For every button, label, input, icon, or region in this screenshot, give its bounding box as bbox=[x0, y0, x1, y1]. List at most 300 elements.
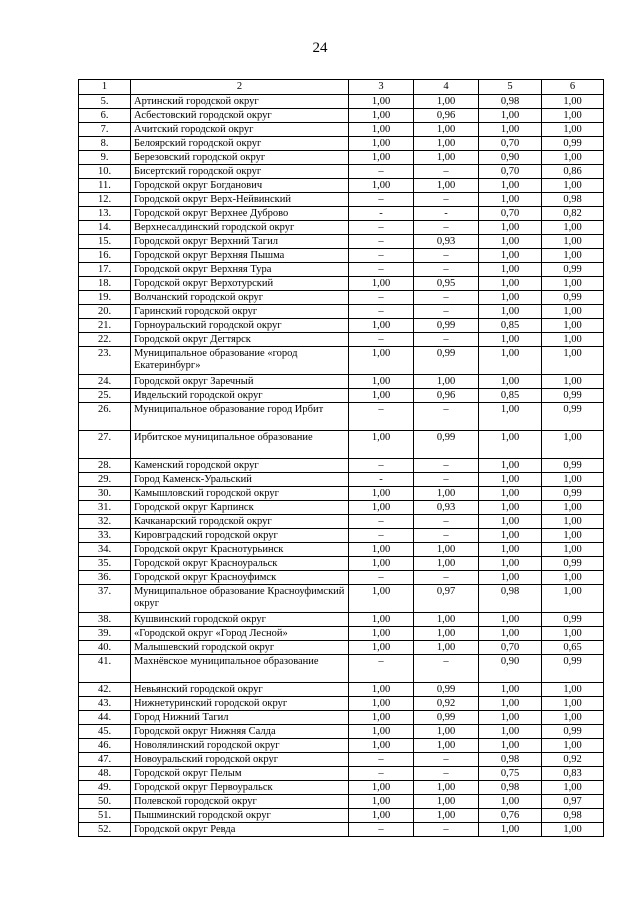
row-number: 43. bbox=[79, 697, 131, 711]
municipality-name: Кушвинский городской округ bbox=[131, 613, 349, 627]
municipality-name: Муниципальное образование Красноуфимский округ bbox=[131, 585, 349, 613]
value-col5: 1,00 bbox=[479, 291, 542, 305]
value-col5: 0,70 bbox=[479, 165, 542, 179]
municipality-name: Городской округ Богданович bbox=[131, 179, 349, 193]
table-row bbox=[79, 613, 604, 627]
table-row bbox=[79, 95, 604, 109]
municipality-name: «Городской округ «Город Лесной» bbox=[131, 627, 349, 641]
municipality-name: Малышевский городской округ bbox=[131, 641, 349, 655]
row-number: 41. bbox=[79, 655, 131, 683]
value-col5: 1,00 bbox=[479, 795, 542, 809]
value-col3: 1,00 bbox=[349, 543, 414, 557]
value-col3: 1,00 bbox=[349, 683, 414, 697]
value-col4: 0,99 bbox=[414, 319, 479, 333]
value-col4: 0,93 bbox=[414, 235, 479, 249]
value-col5: 1,00 bbox=[479, 221, 542, 235]
value-col5: 0,70 bbox=[479, 207, 542, 221]
municipality-name: Городской округ Верхняя Пышма bbox=[131, 249, 349, 263]
value-col5: 1,00 bbox=[479, 347, 542, 375]
value-col4: 1,00 bbox=[414, 627, 479, 641]
value-col3: 1,00 bbox=[349, 627, 414, 641]
coefficients-table bbox=[78, 79, 604, 837]
table-row bbox=[79, 389, 604, 403]
municipality-name: Невьянский городской округ bbox=[131, 683, 349, 697]
value-col4: 0,95 bbox=[414, 277, 479, 291]
value-col6: 0,99 bbox=[542, 725, 604, 739]
table-row bbox=[79, 697, 604, 711]
municipality-name: Городской округ Красноуральск bbox=[131, 557, 349, 571]
value-col5: 1,00 bbox=[479, 249, 542, 263]
municipality-name: Городской округ Нижняя Салда bbox=[131, 725, 349, 739]
value-col6: 1,00 bbox=[542, 95, 604, 109]
value-col6: 0,98 bbox=[542, 193, 604, 207]
value-col4: 1,00 bbox=[414, 487, 479, 501]
municipality-name: Пышминский городской округ bbox=[131, 809, 349, 823]
table-row bbox=[79, 109, 604, 123]
row-number: 28. bbox=[79, 459, 131, 473]
municipality-name: Ивдельский городской округ bbox=[131, 389, 349, 403]
value-col6: 1,00 bbox=[542, 823, 604, 837]
municipality-name: Городской округ Верхний Тагил bbox=[131, 235, 349, 249]
municipality-name: Волчанский городской округ bbox=[131, 291, 349, 305]
value-col3: 1,00 bbox=[349, 711, 414, 725]
row-number: 29. bbox=[79, 473, 131, 487]
value-col3: 1,00 bbox=[349, 319, 414, 333]
table-row bbox=[79, 263, 604, 277]
value-col5: 0,98 bbox=[479, 95, 542, 109]
value-col3: 1,00 bbox=[349, 501, 414, 515]
value-col3: 1,00 bbox=[349, 795, 414, 809]
table-row bbox=[79, 585, 604, 613]
value-col3: 1,00 bbox=[349, 557, 414, 571]
value-col6: 0,65 bbox=[542, 641, 604, 655]
value-col5: 1,00 bbox=[479, 235, 542, 249]
table-row bbox=[79, 375, 604, 389]
table-row bbox=[79, 403, 604, 431]
value-col3: 1,00 bbox=[349, 697, 414, 711]
municipality-name: Городской округ Пелым bbox=[131, 767, 349, 781]
value-col3: – bbox=[349, 753, 414, 767]
value-col6: 0,99 bbox=[542, 655, 604, 683]
row-number: 42. bbox=[79, 683, 131, 697]
row-number: 44. bbox=[79, 711, 131, 725]
municipality-name: Белоярский городской округ bbox=[131, 137, 349, 151]
value-col4: – bbox=[414, 165, 479, 179]
value-col5: 1,00 bbox=[479, 823, 542, 837]
value-col3: – bbox=[349, 823, 414, 837]
value-col3: – bbox=[349, 305, 414, 319]
table-row bbox=[79, 571, 604, 585]
value-col3: – bbox=[349, 333, 414, 347]
value-col3: - bbox=[349, 473, 414, 487]
column-header: 5 bbox=[479, 80, 542, 95]
value-col3: – bbox=[349, 165, 414, 179]
value-col5: 1,00 bbox=[479, 557, 542, 571]
value-col6: 1,00 bbox=[542, 501, 604, 515]
table-row bbox=[79, 473, 604, 487]
value-col4: – bbox=[414, 249, 479, 263]
table-row bbox=[79, 193, 604, 207]
value-col6: 1,00 bbox=[542, 235, 604, 249]
value-col5: 1,00 bbox=[479, 375, 542, 389]
value-col5: 0,90 bbox=[479, 151, 542, 165]
value-col4: 0,93 bbox=[414, 501, 479, 515]
row-number: 25. bbox=[79, 389, 131, 403]
value-col6: 1,00 bbox=[542, 277, 604, 291]
table-row bbox=[79, 655, 604, 683]
row-number: 38. bbox=[79, 613, 131, 627]
row-number: 11. bbox=[79, 179, 131, 193]
municipality-name: Город Каменск-Уральский bbox=[131, 473, 349, 487]
value-col5: 1,00 bbox=[479, 459, 542, 473]
value-col6: 0,86 bbox=[542, 165, 604, 179]
value-col3: – bbox=[349, 529, 414, 543]
value-col3: 1,00 bbox=[349, 781, 414, 795]
value-col6: 0,99 bbox=[542, 459, 604, 473]
table-row bbox=[79, 501, 604, 515]
municipality-name: Верхнесалдинский городской округ bbox=[131, 221, 349, 235]
value-col5: 1,00 bbox=[479, 305, 542, 319]
value-col6: 1,00 bbox=[542, 221, 604, 235]
value-col4: 1,00 bbox=[414, 725, 479, 739]
row-number: 50. bbox=[79, 795, 131, 809]
table-row bbox=[79, 123, 604, 137]
municipality-name: Новоуральский городской округ bbox=[131, 753, 349, 767]
table-row bbox=[79, 333, 604, 347]
value-col4: 1,00 bbox=[414, 179, 479, 193]
municipality-name: Качканарский городской округ bbox=[131, 515, 349, 529]
value-col5: 1,00 bbox=[479, 515, 542, 529]
value-col6: 1,00 bbox=[542, 529, 604, 543]
value-col4: 1,00 bbox=[414, 151, 479, 165]
value-col6: 1,00 bbox=[542, 739, 604, 753]
value-col5: 1,00 bbox=[479, 529, 542, 543]
table-row bbox=[79, 641, 604, 655]
value-col4: 0,99 bbox=[414, 683, 479, 697]
value-col3: 1,00 bbox=[349, 585, 414, 613]
row-number: 6. bbox=[79, 109, 131, 123]
value-col4: – bbox=[414, 291, 479, 305]
value-col4: 1,00 bbox=[414, 613, 479, 627]
municipality-name: Ачитский городской округ bbox=[131, 123, 349, 137]
municipality-name: Полевской городской округ bbox=[131, 795, 349, 809]
municipality-name: Городской округ Верх-Нейвинский bbox=[131, 193, 349, 207]
value-col4: 1,00 bbox=[414, 739, 479, 753]
table-row bbox=[79, 487, 604, 501]
row-number: 32. bbox=[79, 515, 131, 529]
value-col5: 1,00 bbox=[479, 487, 542, 501]
value-col6: 0,99 bbox=[542, 137, 604, 151]
table-row bbox=[79, 711, 604, 725]
value-col3: 1,00 bbox=[349, 179, 414, 193]
value-col4: 1,00 bbox=[414, 123, 479, 137]
table-row bbox=[79, 767, 604, 781]
table-row bbox=[79, 221, 604, 235]
value-col6: 1,00 bbox=[542, 109, 604, 123]
value-col3: – bbox=[349, 291, 414, 305]
table-row bbox=[79, 823, 604, 837]
value-col6: 1,00 bbox=[542, 627, 604, 641]
value-col5: 1,00 bbox=[479, 571, 542, 585]
value-col3: – bbox=[349, 655, 414, 683]
value-col4: – bbox=[414, 515, 479, 529]
value-col3: 1,00 bbox=[349, 809, 414, 823]
row-number: 33. bbox=[79, 529, 131, 543]
row-number: 14. bbox=[79, 221, 131, 235]
row-number: 52. bbox=[79, 823, 131, 837]
value-col6: 1,00 bbox=[542, 151, 604, 165]
value-col6: 0,97 bbox=[542, 795, 604, 809]
value-col6: 1,00 bbox=[542, 179, 604, 193]
value-col6: 1,00 bbox=[542, 305, 604, 319]
value-col4: 1,00 bbox=[414, 557, 479, 571]
value-col4: – bbox=[414, 753, 479, 767]
value-col3: 1,00 bbox=[349, 725, 414, 739]
value-col4: 0,97 bbox=[414, 585, 479, 613]
municipality-name: Муниципальное образование «город Екатеринбург» bbox=[131, 347, 349, 375]
value-col4: – bbox=[414, 655, 479, 683]
municipality-name: Артинский городской округ bbox=[131, 95, 349, 109]
row-number: 9. bbox=[79, 151, 131, 165]
municipality-name: Городской округ Дегтярск bbox=[131, 333, 349, 347]
municipality-name: Городской округ Верхотурский bbox=[131, 277, 349, 291]
value-col6: 1,00 bbox=[542, 781, 604, 795]
value-col6: 0,82 bbox=[542, 207, 604, 221]
municipality-name: Березовский городской округ bbox=[131, 151, 349, 165]
municipality-name: Асбестовский городской округ bbox=[131, 109, 349, 123]
table-row bbox=[79, 291, 604, 305]
value-col6: 1,00 bbox=[542, 431, 604, 459]
value-col5: 1,00 bbox=[479, 501, 542, 515]
municipality-name: Городской округ Верхнее Дуброво bbox=[131, 207, 349, 221]
value-col6: 0,92 bbox=[542, 753, 604, 767]
value-col3: 1,00 bbox=[349, 95, 414, 109]
row-number: 39. bbox=[79, 627, 131, 641]
value-col6: 1,00 bbox=[542, 515, 604, 529]
value-col4: – bbox=[414, 473, 479, 487]
value-col3: - bbox=[349, 207, 414, 221]
row-number: 24. bbox=[79, 375, 131, 389]
value-col5: 1,00 bbox=[479, 613, 542, 627]
municipality-name: Новолялинский городской округ bbox=[131, 739, 349, 753]
value-col6: 0,99 bbox=[542, 613, 604, 627]
value-col5: 1,00 bbox=[479, 543, 542, 557]
row-number: 31. bbox=[79, 501, 131, 515]
value-col3: – bbox=[349, 403, 414, 431]
value-col6: 1,00 bbox=[542, 375, 604, 389]
table-row bbox=[79, 277, 604, 291]
row-number: 23. bbox=[79, 347, 131, 375]
municipality-name: Городской округ Заречный bbox=[131, 375, 349, 389]
value-col3: – bbox=[349, 193, 414, 207]
row-number: 13. bbox=[79, 207, 131, 221]
value-col6: 1,00 bbox=[542, 123, 604, 137]
value-col5: 1,00 bbox=[479, 725, 542, 739]
value-col6: 0,83 bbox=[542, 767, 604, 781]
value-col3: 1,00 bbox=[349, 347, 414, 375]
value-col4: 0,96 bbox=[414, 109, 479, 123]
row-number: 49. bbox=[79, 781, 131, 795]
table-row bbox=[79, 319, 604, 333]
value-col6: 1,00 bbox=[542, 543, 604, 557]
value-col4: 1,00 bbox=[414, 641, 479, 655]
value-col3: 1,00 bbox=[349, 487, 414, 501]
row-number: 40. bbox=[79, 641, 131, 655]
value-col3: – bbox=[349, 221, 414, 235]
table-header-row bbox=[79, 80, 604, 95]
value-col5: 0,76 bbox=[479, 809, 542, 823]
value-col6: 0,99 bbox=[542, 291, 604, 305]
value-col3: 1,00 bbox=[349, 277, 414, 291]
row-number: 46. bbox=[79, 739, 131, 753]
value-col6: 1,00 bbox=[542, 697, 604, 711]
value-col5: 1,00 bbox=[479, 403, 542, 431]
value-col3: 1,00 bbox=[349, 137, 414, 151]
municipality-name: Ирбитское муниципальное образование bbox=[131, 431, 349, 459]
value-col3: 1,00 bbox=[349, 375, 414, 389]
value-col3: 1,00 bbox=[349, 641, 414, 655]
row-number: 8. bbox=[79, 137, 131, 151]
municipality-name: Нижнетуринский городской округ bbox=[131, 697, 349, 711]
row-number: 19. bbox=[79, 291, 131, 305]
value-col3: – bbox=[349, 235, 414, 249]
row-number: 37. bbox=[79, 585, 131, 613]
value-col5: 1,00 bbox=[479, 263, 542, 277]
value-col6: 1,00 bbox=[542, 571, 604, 585]
value-col4: 0,99 bbox=[414, 347, 479, 375]
value-col5: 1,00 bbox=[479, 193, 542, 207]
municipality-name: Каменский городской округ bbox=[131, 459, 349, 473]
municipality-name: Город Нижний Тагил bbox=[131, 711, 349, 725]
municipality-name: Городской округ Первоуральск bbox=[131, 781, 349, 795]
municipality-name: Бисертский городской округ bbox=[131, 165, 349, 179]
value-col4: – bbox=[414, 571, 479, 585]
value-col4: – bbox=[414, 305, 479, 319]
row-number: 45. bbox=[79, 725, 131, 739]
value-col5: 1,00 bbox=[479, 683, 542, 697]
value-col3: 1,00 bbox=[349, 389, 414, 403]
table-row bbox=[79, 137, 604, 151]
value-col3: – bbox=[349, 515, 414, 529]
value-col6: 1,00 bbox=[542, 347, 604, 375]
value-col4: – bbox=[414, 221, 479, 235]
row-number: 51. bbox=[79, 809, 131, 823]
municipality-name: Городской округ Ревда bbox=[131, 823, 349, 837]
value-col6: 1,00 bbox=[542, 473, 604, 487]
municipality-name: Махнёвское муниципальное образование bbox=[131, 655, 349, 683]
row-number: 34. bbox=[79, 543, 131, 557]
table-row bbox=[79, 207, 604, 221]
value-col4: 1,00 bbox=[414, 795, 479, 809]
value-col3: – bbox=[349, 263, 414, 277]
table-row bbox=[79, 725, 604, 739]
row-number: 20. bbox=[79, 305, 131, 319]
value-col4: 1,00 bbox=[414, 137, 479, 151]
value-col3: – bbox=[349, 767, 414, 781]
value-col4: 0,92 bbox=[414, 697, 479, 711]
value-col4: - bbox=[414, 207, 479, 221]
row-number: 26. bbox=[79, 403, 131, 431]
municipality-name: Городской округ Краснотурьинск bbox=[131, 543, 349, 557]
municipality-name: Горноуральский городской округ bbox=[131, 319, 349, 333]
value-col4: 1,00 bbox=[414, 809, 479, 823]
row-number: 27. bbox=[79, 431, 131, 459]
value-col5: 0,75 bbox=[479, 767, 542, 781]
column-header: 2 bbox=[131, 80, 349, 95]
column-header: 4 bbox=[414, 80, 479, 95]
value-col5: 1,00 bbox=[479, 277, 542, 291]
row-number: 12. bbox=[79, 193, 131, 207]
municipality-name: Городской округ Красноуфимск bbox=[131, 571, 349, 585]
value-col5: 1,00 bbox=[479, 627, 542, 641]
table-row bbox=[79, 431, 604, 459]
table-row bbox=[79, 809, 604, 823]
value-col4: 1,00 bbox=[414, 95, 479, 109]
table-row bbox=[79, 305, 604, 319]
table-row bbox=[79, 515, 604, 529]
row-number: 48. bbox=[79, 767, 131, 781]
municipality-name: Городской округ Верхняя Тура bbox=[131, 263, 349, 277]
value-col4: 1,00 bbox=[414, 543, 479, 557]
value-col5: 1,00 bbox=[479, 739, 542, 753]
value-col6: 1,00 bbox=[542, 319, 604, 333]
value-col6: 1,00 bbox=[542, 683, 604, 697]
row-number: 15. bbox=[79, 235, 131, 249]
row-number: 47. bbox=[79, 753, 131, 767]
value-col4: – bbox=[414, 459, 479, 473]
row-number: 30. bbox=[79, 487, 131, 501]
row-number: 35. bbox=[79, 557, 131, 571]
value-col5: 1,00 bbox=[479, 431, 542, 459]
value-col6: 0,99 bbox=[542, 557, 604, 571]
value-col5: 0,98 bbox=[479, 585, 542, 613]
row-number: 18. bbox=[79, 277, 131, 291]
value-col6: 0,98 bbox=[542, 809, 604, 823]
row-number: 10. bbox=[79, 165, 131, 179]
value-col6: 1,00 bbox=[542, 249, 604, 263]
value-col4: – bbox=[414, 193, 479, 207]
value-col3: – bbox=[349, 571, 414, 585]
table-row bbox=[79, 459, 604, 473]
table-row bbox=[79, 151, 604, 165]
value-col5: 0,98 bbox=[479, 753, 542, 767]
row-number: 21. bbox=[79, 319, 131, 333]
value-col4: – bbox=[414, 767, 479, 781]
value-col5: 0,98 bbox=[479, 781, 542, 795]
column-header: 3 bbox=[349, 80, 414, 95]
value-col4: 1,00 bbox=[414, 781, 479, 795]
value-col5: 1,00 bbox=[479, 123, 542, 137]
value-col3: 1,00 bbox=[349, 613, 414, 627]
value-col6: 1,00 bbox=[542, 711, 604, 725]
row-number: 22. bbox=[79, 333, 131, 347]
value-col3: 1,00 bbox=[349, 123, 414, 137]
row-number: 17. bbox=[79, 263, 131, 277]
table-row bbox=[79, 781, 604, 795]
page-number: 24 bbox=[312, 40, 328, 56]
table-row bbox=[79, 627, 604, 641]
table-row bbox=[79, 529, 604, 543]
value-col6: 1,00 bbox=[542, 585, 604, 613]
table-row bbox=[79, 249, 604, 263]
table-row bbox=[79, 795, 604, 809]
value-col4: – bbox=[414, 333, 479, 347]
value-col5: 0,90 bbox=[479, 655, 542, 683]
value-col6: 0,99 bbox=[542, 389, 604, 403]
value-col4: – bbox=[414, 403, 479, 431]
table-row bbox=[79, 179, 604, 193]
value-col5: 0,85 bbox=[479, 319, 542, 333]
